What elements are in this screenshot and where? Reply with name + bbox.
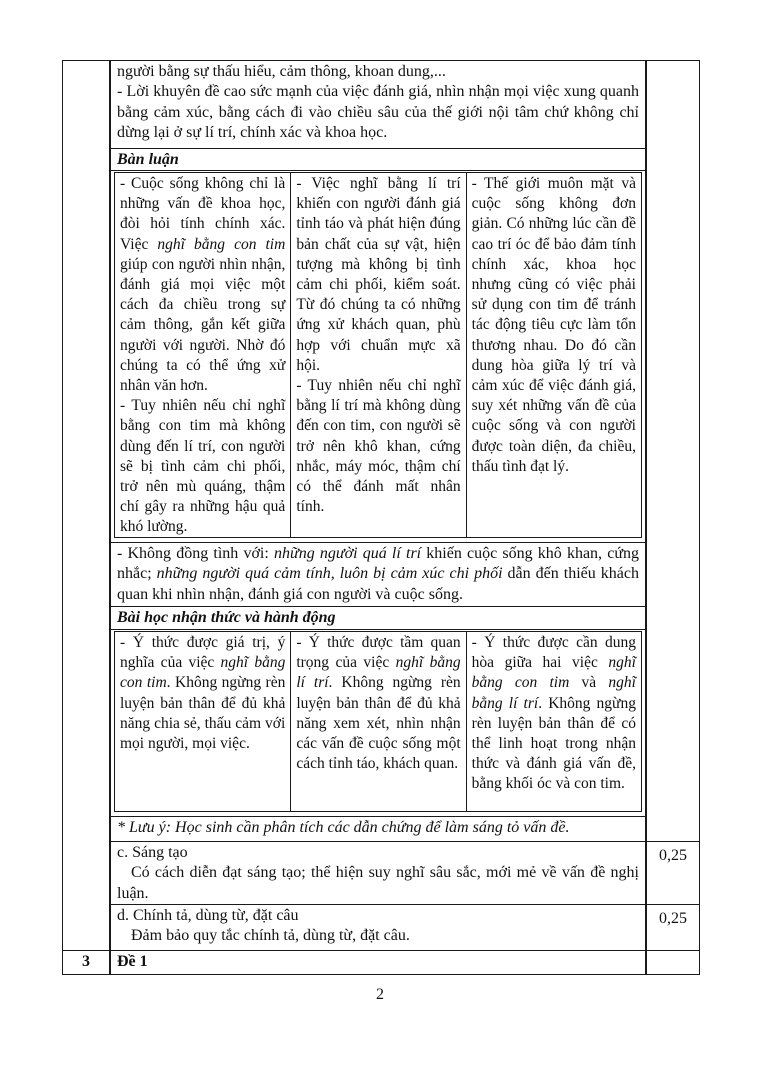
bai-hoc-col-tri: - Ý thức được tầm quan trọng của việc nghĩ bằng lí trí. Không ngừng rèn luyện bản thân để đủ khả năng xem xét, nhìn nhận các vấn đề cuộc sống một cách tỉnh táo, khách quan.: [290, 632, 465, 811]
row-disagree: - Không đồng tình với: những người quá lí trí khiến cuộc sống khô khan, cứng nhắc; những người quá cảm tính, luôn bị cảm xúc chi phối dẫn đến thiếu khách quan khi nhìn nhận, đánh giá con người và cuộc sống.: [110, 543, 646, 607]
rubric-table: [62, 60, 700, 975]
ban-luan-col-tri: - Việc nghĩ bằng lí trí khiến con người đánh giá tỉnh táo và phát hiện đúng bản chất của sự vật, hiện tượng mà không bị tình cảm chi phối, kiểm soát. Từ đó chúng ta có những ứng xử khách quan, phù hợp với chuẩn mực xã hội. - Tuy nhiên nếu chỉ nghĩ bằng lí trí mà không dùng đến con tim, con người sẽ trở nên khô khan, cứng nhắc, máy móc, thậm chí có thể đánh mất nhân tính.: [290, 173, 465, 537]
score-de-1-empty: [646, 951, 699, 974]
italic-phrase: những người quá lí trí: [273, 545, 422, 562]
row-sang-tao: [110, 842, 646, 905]
page-number: 2: [376, 986, 384, 1003]
row-ban-luan-grid: [110, 171, 646, 543]
sang-tao-body: Có cách diễn đạt sáng tạo; thể hiện suy nghĩ sâu sắc, mới mẻ về vấn đề nghị luận.: [117, 864, 639, 902]
bai-hoc-col-harmony: - Ý thức được cần dung hòa giữa hai việc nghĩ bằng con tim và nghĩ bằng lí trí. Không ngừng rèn luyện bản thân để có thể linh hoạt trong nhận thức và đánh giá vấn đề, bằng khối óc và con tim.: [466, 632, 641, 811]
italic-phrase: nghĩ bằng con tim: [120, 654, 286, 692]
teacher-note: * Lưu ý: Học sinh cần phân tích các dẫn chứng để làm sáng tỏ vấn đề.: [117, 819, 570, 836]
italic-phrase: nghĩ bằng con tim: [471, 654, 636, 692]
intro-advice: - Lời khuyên đề cao sức mạnh của việc đánh giá, nhìn nhận mọi việc xung quanh bằng cảm xúc, bằng cách đi vào chiều sâu của thế giới nội tâm chứ không chỉ dừng lại ở sự lí trí, chính xác và khoa học.: [117, 83, 639, 142]
bai-hoc-heading: Bài học nhận thức và hành động: [117, 609, 336, 626]
italic-phrase: nghĩ bằng con tim: [157, 235, 286, 253]
italic-phrase: nghĩ bằng lí trí: [471, 674, 636, 712]
ban-luan-heading: Bàn luận: [117, 151, 179, 168]
row-bai-hoc-heading: [110, 607, 646, 630]
sang-tao-label: c. Sáng tạo: [117, 844, 188, 861]
row-intro: [110, 61, 646, 149]
ban-luan-grid: [114, 172, 642, 538]
score-chinh-ta: 0,25: [646, 905, 699, 951]
question-number-cell-empty: [63, 61, 110, 951]
score-cell-empty: [646, 61, 699, 842]
intro-continuation: người bằng sự thấu hiểu, cảm thông, khoan dung,...: [117, 63, 446, 80]
bai-hoc-grid: [114, 631, 642, 812]
row-ban-luan-heading: [110, 149, 646, 171]
bai-hoc-col-tim: - Ý thức được giá trị, ý nghĩa của việc nghĩ bằng con tim. Không ngừng rèn luyện bản thân để đủ khả năng chia sẻ, thấu cảm với mọi người, mọi việc.: [120, 634, 286, 753]
score-sang-tao: 0,25: [646, 842, 699, 905]
chinh-ta-body: Đảm bảo quy tắc chính tả, dùng từ, đặt câu.: [131, 927, 410, 945]
ban-luan-col-tim: - Cuộc sống không chỉ là những vấn đề khoa học, đòi hỏi tính chính xác. Việc nghĩ bằng con tim giúp con người nhìn nhận, đánh giá mọi việc một cách đa chiều trong sự cảm thông, gắn kết giữa người với người. Nhờ đó chúng ta có thể ứng xử nhân văn hơn. - Tuy nhiên nếu chỉ nghĩ bằng con tim mà không dùng đến lí trí, con người sẽ bị tình cảm chi phối, trở nên mù quáng, thậm chí gây ra những hậu quả khó lường.: [120, 175, 286, 536]
row-note: [110, 817, 646, 842]
chinh-ta-label: d. Chính tả, dùng từ, đặt câu: [117, 907, 299, 924]
row-bai-hoc-grid: [110, 630, 646, 817]
ban-luan-col-harmony: - Thế giới muôn mặt và cuộc sống không đơn giản. Có những lúc cần đề cao trí óc để bảo đảm tính chính xác, khoa học nhưng cũng có việc phải sử dụng con tim để tránh tác động tiêu cực làm tổn thương nhau. Do đó cần dung hòa giữa lý trí và cảm xúc để việc đánh giá, suy xét những vấn đề của cuộc sống và con người được toàn diện, đa chiều, thấu tình đạt lý.: [466, 173, 641, 537]
question-number-cell: 3: [63, 951, 110, 974]
row-chinh-ta: [110, 905, 646, 951]
de-1-label: Đề 1: [117, 953, 148, 970]
italic-phrase: những người quá cảm tính, luôn bị cảm xúc chi phối: [156, 565, 503, 583]
row-de-1: [110, 951, 646, 974]
italic-phrase: nghĩ bằng lí trí: [296, 654, 461, 692]
